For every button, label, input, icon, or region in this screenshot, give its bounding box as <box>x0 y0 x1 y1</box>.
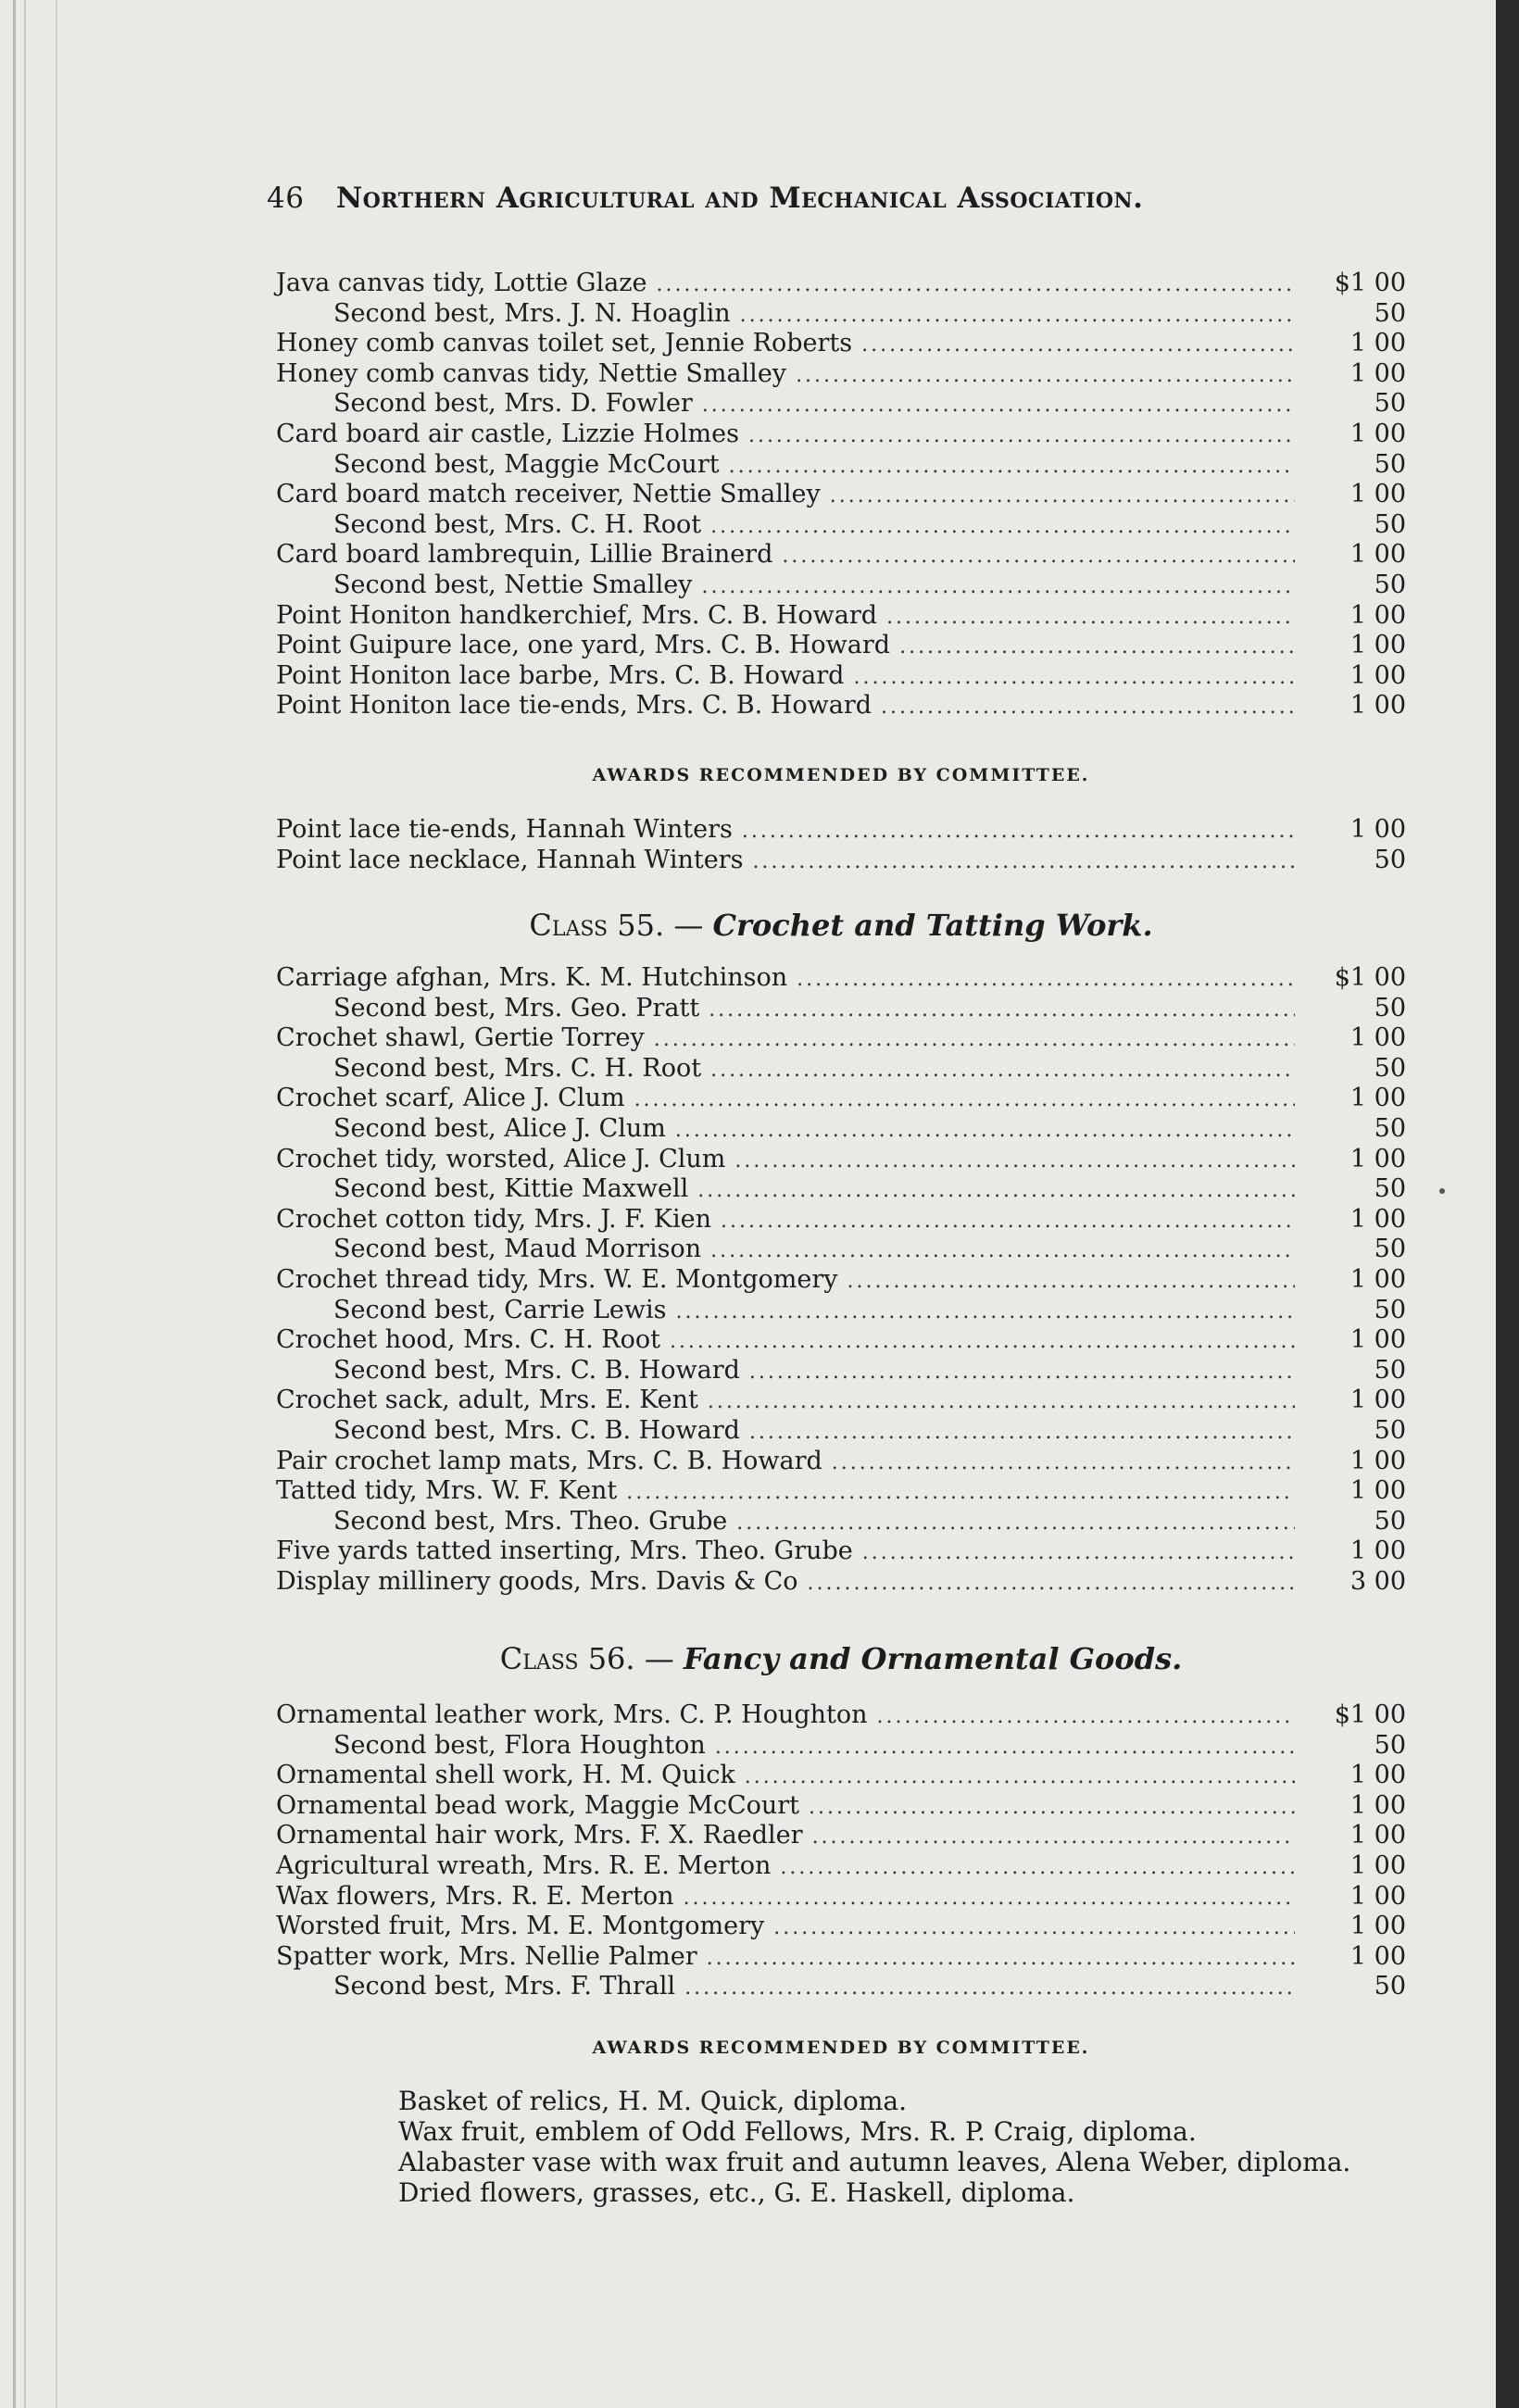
dot-leader <box>710 512 1295 543</box>
premium-amount: 1 00 <box>1350 1790 1406 1820</box>
entry-description: Second best, Alice J. Clum <box>333 1113 666 1143</box>
premium-amount: 1 00 <box>1350 631 1406 660</box>
premium-amount: 50 <box>1374 1730 1406 1760</box>
entry-description: Second best, Maud Morrison <box>333 1235 702 1264</box>
premium-amount: 50 <box>1374 509 1406 539</box>
premium-list-lace <box>276 269 1406 721</box>
dot-leader <box>773 1913 1295 1944</box>
premium-amount: 1 00 <box>1350 1941 1406 1971</box>
list-item <box>276 1972 1406 2002</box>
premium-amount: 1 00 <box>1350 1881 1406 1911</box>
entry-description: Crochet shawl, Gertie Torrey <box>276 1023 645 1053</box>
class-55-heading <box>276 908 1406 943</box>
list-item <box>276 299 1406 330</box>
list-item <box>276 420 1406 450</box>
dot-leader <box>861 331 1295 361</box>
entry-description: Point Honiton lace tie-ends, Mrs. C. B. Howard <box>276 691 872 721</box>
premium-amount: 1 00 <box>1350 1912 1406 1941</box>
list-item <box>276 1145 1406 1175</box>
awards-heading: AWARDS RECOMMENDED BY COMMITTEE. <box>592 765 1090 785</box>
dot-leader <box>697 1176 1295 1207</box>
dot-leader <box>654 1025 1295 1056</box>
list-item <box>276 1536 1406 1567</box>
premium-amount: 1 00 <box>1350 480 1406 509</box>
running-head <box>267 182 1341 215</box>
premium-amount: 1 00 <box>1350 600 1406 630</box>
entry-description: Card board match receiver, Nettie Smalley <box>276 480 821 509</box>
dot-leader <box>715 1733 1295 1763</box>
list-item <box>276 359 1406 390</box>
list-item <box>276 1761 1406 1791</box>
list-item <box>276 1356 1406 1386</box>
dot-leader <box>745 1762 1295 1793</box>
entry-description: Ornamental bead work, Maggie McCourt <box>276 1790 800 1820</box>
dot-leader <box>780 1853 1295 1884</box>
list-item <box>276 269 1406 299</box>
dot-leader <box>656 270 1295 301</box>
premium-amount: 1 00 <box>1350 1761 1406 1790</box>
list-item <box>276 1265 1406 1296</box>
entry-description: Second best, Flora Houghton <box>333 1730 706 1760</box>
premium-amount: 1 00 <box>1350 1144 1406 1173</box>
diploma-list <box>398 2086 1436 2208</box>
dot-leader <box>808 1569 1295 1599</box>
premium-amount: 50 <box>1374 449 1406 479</box>
premium-amount: 50 <box>1374 1506 1406 1536</box>
list-item <box>276 571 1406 601</box>
premium-amount: 1 00 <box>1350 1264 1406 1294</box>
list-item <box>276 1700 1406 1731</box>
ink-speck <box>1439 1188 1445 1194</box>
list-item <box>276 1791 1406 1822</box>
dot-leader <box>752 847 1295 878</box>
dot-leader <box>796 361 1295 392</box>
diploma-line: Alabaster vase with wax fruit and autumn leaves, Alena Weber, diploma. <box>398 2147 1351 2177</box>
list-item <box>276 1821 1406 1851</box>
dot-leader <box>709 996 1295 1026</box>
diploma-line: Dried flowers, grasses, etc., G. E. Haskell, diploma. <box>398 2177 1075 2208</box>
list-item <box>276 1084 1406 1114</box>
page-edge-line <box>56 0 57 2408</box>
premium-amount: 1 00 <box>1350 691 1406 721</box>
dot-leader <box>899 633 1295 663</box>
list-item <box>276 1447 1406 1477</box>
list-item <box>276 1476 1406 1507</box>
entry-description: Second best, Mrs. C. B. Howard <box>333 1415 740 1445</box>
entry-description: Crochet sack, adult, Mrs. E. Kent <box>276 1386 698 1415</box>
entry-description: Display millinery goods, Mrs. Davis & Co <box>276 1566 798 1596</box>
list-item <box>276 1912 1406 1942</box>
premium-amount: 50 <box>1374 993 1406 1022</box>
premium-amount: $1 00 <box>1334 269 1406 297</box>
dot-leader <box>701 572 1295 603</box>
dot-leader <box>782 542 1295 572</box>
entry-description: Ornamental hair work, Mrs. F. X. Raedler <box>276 1821 803 1850</box>
dot-leader <box>797 965 1295 996</box>
premium-amount: 1 00 <box>1350 660 1406 690</box>
premium-amount: 1 00 <box>1350 1023 1406 1053</box>
premium-amount: 1 00 <box>1350 1084 1406 1113</box>
dot-leader <box>729 452 1295 483</box>
premium-amount: 3 00 <box>1350 1566 1406 1596</box>
premium-amount: 50 <box>1374 570 1406 599</box>
premium-amount: 1 00 <box>1350 1476 1406 1506</box>
entry-description: Second best, Mrs. C. B. Howard <box>333 1355 740 1385</box>
entry-description: Carriage afghan, Mrs. K. M. Hutchinson <box>276 963 788 992</box>
entry-description: Crochet tidy, worsted, Alice J. Clum <box>276 1144 726 1173</box>
entry-description: Spatter work, Mrs. Nellie Palmer <box>276 1941 697 1971</box>
list-item <box>276 846 1406 876</box>
entry-description: Point Guipure lace, one yard, Mrs. C. B. Howard <box>276 631 891 660</box>
premium-amount: 1 00 <box>1350 815 1406 844</box>
entry-description: Crochet hood, Mrs. C. H. Root <box>276 1325 660 1355</box>
dot-leader <box>721 1207 1295 1237</box>
dot-leader <box>830 482 1295 512</box>
premium-amount: 50 <box>1374 389 1406 419</box>
dot-leader <box>809 1793 1295 1824</box>
dot-leader <box>877 1702 1295 1733</box>
premium-amount: 1 00 <box>1350 1850 1406 1880</box>
dot-leader <box>708 1387 1295 1418</box>
entry-description: Card board lambrequin, Lillie Brainerd <box>276 540 773 570</box>
premium-amount: 1 00 <box>1350 1325 1406 1355</box>
entry-description: Second best, Maggie McCourt <box>333 449 720 479</box>
entry-description: Five yards tatted inserting, Mrs. Theo. Grube <box>276 1536 853 1566</box>
premium-amount: 50 <box>1374 1415 1406 1445</box>
dot-leader <box>740 301 1295 332</box>
list-item <box>276 1296 1406 1326</box>
list-item <box>276 1174 1406 1205</box>
premium-amount: 50 <box>1374 1355 1406 1385</box>
entry-description: Java canvas tidy, Lottie Glaze <box>276 269 647 297</box>
dot-leader <box>676 1298 1295 1328</box>
entry-description: Second best, Mrs. J. N. Hoaglin <box>333 298 731 328</box>
page-number: 46 <box>267 182 305 215</box>
entry-description: Point lace tie-ends, Hannah Winters <box>276 815 733 844</box>
entry-description: Pair crochet lamp mats, Mrs. C. B. Howard <box>276 1446 822 1475</box>
premium-list-class-56 <box>276 1700 1406 2002</box>
list-item <box>276 631 1406 661</box>
list-item <box>276 1851 1406 1882</box>
class-56-heading <box>276 1641 1406 1676</box>
premium-amount: 50 <box>1374 298 1406 328</box>
dot-leader <box>749 1358 1295 1388</box>
dot-leader <box>847 1267 1296 1298</box>
list-item <box>276 815 1406 846</box>
entry-description: Card board air castle, Lizzie Holmes <box>276 419 739 448</box>
list-item <box>276 480 1406 510</box>
dot-leader <box>684 1974 1295 2004</box>
entry-description: Ornamental shell work, H. M. Quick <box>276 1761 735 1790</box>
premium-amount: 50 <box>1374 1235 1406 1264</box>
entry-description: Ornamental leather work, Mrs. C. P. Houghton <box>276 1700 868 1729</box>
list-item <box>276 1235 1406 1265</box>
dot-leader <box>710 1236 1295 1267</box>
list-item <box>276 1205 1406 1235</box>
dot-leader <box>736 1509 1295 1539</box>
dot-leader <box>886 603 1295 633</box>
list-item <box>276 963 1406 994</box>
list-item <box>276 329 1406 359</box>
entry-description: Second best, Mrs. Theo. Grube <box>333 1506 728 1536</box>
page-title: Northern Agricultural and Mechanical Association. <box>335 182 1144 215</box>
list-item <box>276 1325 1406 1356</box>
premium-amount: 1 00 <box>1350 1446 1406 1475</box>
list-item <box>276 450 1406 481</box>
page-edge-shadow <box>13 0 16 2408</box>
dot-leader <box>853 663 1295 694</box>
entry-description: Wax flowers, Mrs. R. E. Merton <box>276 1881 674 1911</box>
page-edge-line <box>24 0 26 2408</box>
entry-description: Second best, Mrs. D. Fowler <box>333 389 693 419</box>
premium-list-class-55 <box>276 963 1406 1597</box>
premium-amount: 1 00 <box>1350 1821 1406 1850</box>
premium-amount: 50 <box>1374 1295 1406 1324</box>
entry-description: Second best, Mrs. F. Thrall <box>333 1972 676 2001</box>
dot-leader <box>702 391 1295 421</box>
premium-amount: 50 <box>1374 1053 1406 1083</box>
entry-description: Second best, Mrs. Geo. Pratt <box>333 993 700 1022</box>
dot-leader <box>749 1418 1295 1449</box>
premium-amount: 1 00 <box>1350 540 1406 570</box>
entry-description: Point Honiton handkerchief, Mrs. C. B. Howard <box>276 600 878 630</box>
dot-leader <box>626 1478 1295 1509</box>
list-item <box>276 661 1406 692</box>
entry-description: Second best, Kittie Maxwell <box>333 1174 689 1204</box>
class-56-title: Fancy and Ornamental Goods. <box>683 1641 1183 1676</box>
entry-description: Second best, Mrs. C. H. Root <box>333 1053 702 1083</box>
dot-leader <box>634 1085 1295 1116</box>
dot-leader <box>675 1116 1295 1147</box>
dot-leader <box>881 693 1295 723</box>
dot-leader <box>832 1449 1295 1479</box>
dot-leader <box>710 1056 1295 1086</box>
entry-description: Honey comb canvas tidy, Nettie Smalley <box>276 358 787 388</box>
premium-amount: 1 00 <box>1350 1386 1406 1415</box>
class-55-label: Class 55. — <box>529 908 704 943</box>
entry-description: Crochet scarf, Alice J. Clum <box>276 1084 625 1113</box>
entry-description: Point lace necklace, Hannah Winters <box>276 845 744 874</box>
premium-amount: 1 00 <box>1350 1536 1406 1566</box>
premium-amount: 50 <box>1374 845 1406 874</box>
entry-description: Honey comb canvas toilet set, Jennie Roberts <box>276 329 853 358</box>
list-item <box>276 1416 1406 1447</box>
list-item <box>276 1114 1406 1145</box>
list-item <box>276 540 1406 571</box>
dot-leader <box>862 1538 1295 1569</box>
premium-amount: 50 <box>1374 1113 1406 1143</box>
list-item <box>276 1882 1406 1913</box>
list-item <box>276 1507 1406 1537</box>
entry-description: Second best, Nettie Smalley <box>333 570 693 599</box>
list-item <box>276 510 1406 541</box>
premium-amount: 1 00 <box>1350 358 1406 388</box>
list-item <box>276 601 1406 632</box>
premium-amount: 1 00 <box>1350 419 1406 448</box>
premium-amount: 1 00 <box>1350 1204 1406 1234</box>
list-item <box>276 994 1406 1024</box>
list-item <box>276 1054 1406 1085</box>
list-item <box>276 1386 1406 1416</box>
dot-leader <box>748 421 1295 452</box>
entry-description: Crochet cotton tidy, Mrs. J. F. Kien <box>276 1204 711 1234</box>
list-item <box>276 1942 1406 1973</box>
entry-description: Point Honiton lace barbe, Mrs. C. B. Howard <box>276 660 845 690</box>
premium-amount: 50 <box>1374 1174 1406 1204</box>
premium-amount: 1 00 <box>1350 329 1406 358</box>
list-item <box>276 1731 1406 1762</box>
class-56-label: Class 56. — <box>499 1641 674 1676</box>
awards-list <box>276 815 1406 875</box>
entry-description: Crochet thread tidy, Mrs. W. E. Montgomery <box>276 1264 838 1294</box>
premium-amount: $1 00 <box>1334 963 1406 992</box>
dot-leader <box>742 817 1295 847</box>
dot-leader <box>684 1884 1295 1914</box>
premium-amount: 50 <box>1374 1972 1406 2001</box>
list-item <box>276 1023 1406 1054</box>
dot-leader <box>812 1823 1295 1853</box>
awards-heading: AWARDS RECOMMENDED BY COMMITTEE. <box>592 2038 1090 2058</box>
diploma-line: Basket of relics, H. M. Quick, diploma. <box>398 2086 908 2116</box>
dot-leader <box>734 1147 1295 1177</box>
entry-description: Second best, Mrs. C. H. Root <box>333 509 702 539</box>
list-item <box>276 389 1406 420</box>
entry-description: Agricultural wreath, Mrs. R. E. Merton <box>276 1850 772 1880</box>
list-item <box>276 1567 1406 1598</box>
dot-leader <box>707 1944 1295 1975</box>
premium-amount: $1 00 <box>1334 1700 1406 1729</box>
entry-description: Tatted tidy, Mrs. W. F. Kent <box>276 1476 618 1506</box>
entry-description: Worsted fruit, Mrs. M. E. Montgomery <box>276 1912 765 1941</box>
diploma-line: Wax fruit, emblem of Odd Fellows, Mrs. R. P. Craig, diploma. <box>398 2116 1197 2147</box>
entry-description: Second best, Carrie Lewis <box>333 1295 667 1324</box>
list-item <box>276 691 1406 721</box>
class-55-title: Crochet and Tatting Work. <box>712 908 1153 943</box>
dot-leader <box>670 1327 1295 1358</box>
